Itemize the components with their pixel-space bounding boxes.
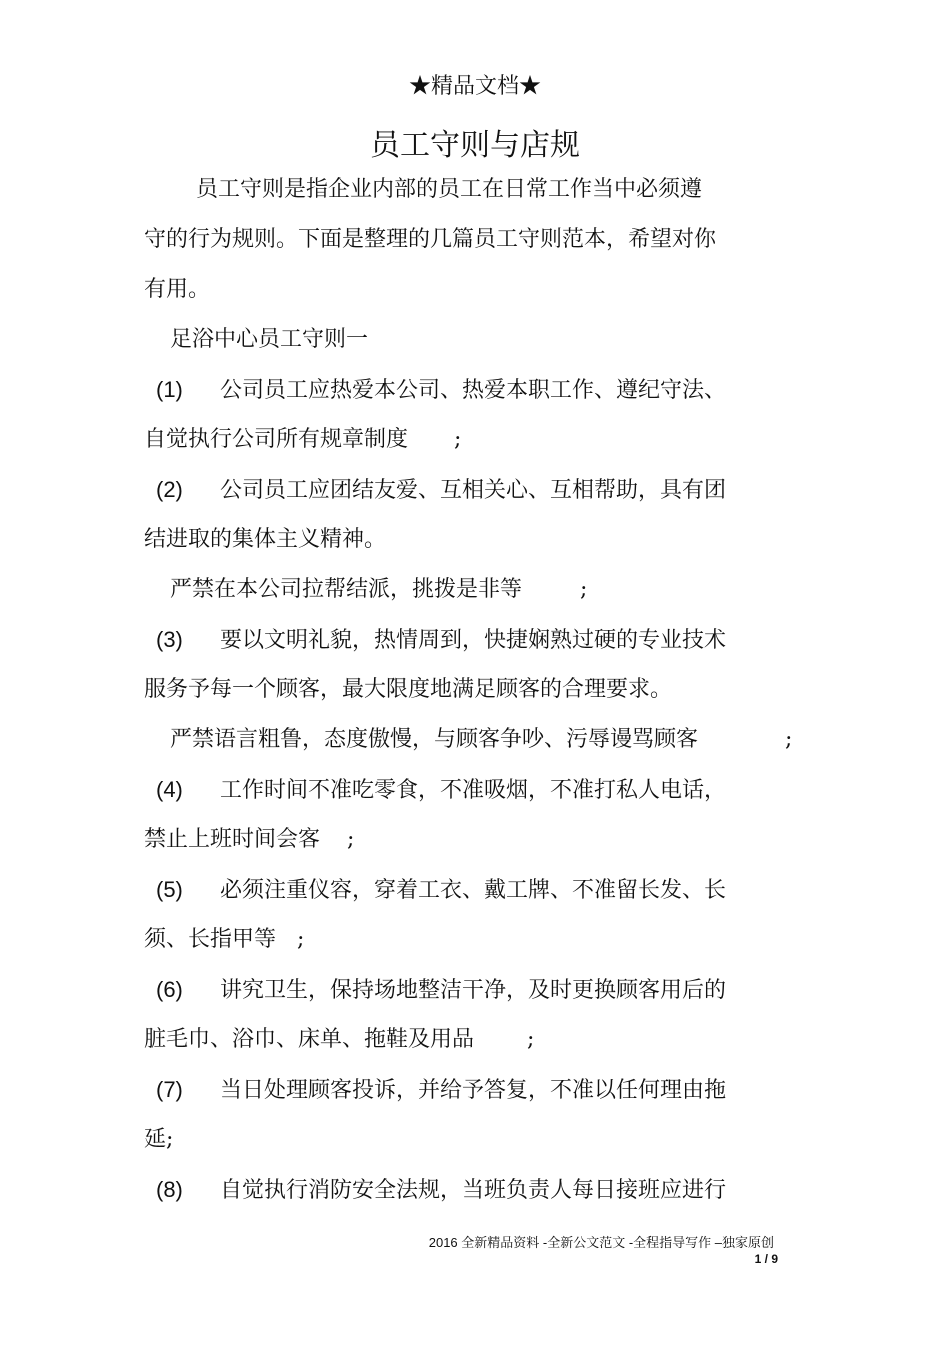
rule-text: 禁止上班时间会客 (144, 827, 321, 852)
rule-text: 公司员工应热爱本公司、热爱本职工作、遵纪守法、 (220, 378, 727, 403)
rule-number: (1) (156, 377, 183, 402)
rule-text: 自觉执行公司所有规章制度 (144, 427, 409, 452)
intro-line-3: 有用。 (144, 277, 211, 302)
rule-semicolon: ; (454, 427, 462, 452)
rule-item-7 (156, 1075, 726, 1106)
rule-item-8 (156, 1175, 726, 1206)
rule-number: (4) (156, 777, 183, 802)
rule-item-1 (156, 375, 726, 406)
rule-item-4 (156, 775, 726, 806)
rule-item-6-continued (144, 1025, 564, 1055)
rule-text: 严禁在本公司拉帮结派，挑拨是非等 (170, 577, 523, 602)
rule-text: 当日处理顾客投诉，并给予答复，不准以任何理由拖 (220, 1078, 727, 1103)
rule-semicolon: ; (785, 727, 793, 752)
rule-text: 自觉执行消防安全法规，当班负责人每日接班应进行 (220, 1178, 727, 1203)
rule-item-1-continued (144, 425, 484, 455)
rule-number: (2) (156, 477, 183, 502)
rule-item-2-continued: 结进取的集体主义精神。 (144, 527, 387, 552)
document-title: 员工守则与店规 (370, 128, 580, 163)
rule-number: (5) (156, 877, 183, 902)
rule-semicolon: ; (297, 927, 305, 952)
rule-item-4-continued (144, 825, 384, 855)
rule-text: 要以文明礼貌，热情周到，快捷娴熟过硬的专业技术 (220, 628, 727, 653)
rule-item-5 (156, 875, 726, 906)
rule-item-7-continued: 延; (144, 1127, 174, 1152)
rule-item-6 (156, 975, 726, 1006)
rule-text: 必须注重仪容，穿着工衣、戴工牌、不准留长发、长 (220, 878, 727, 903)
intro-line-1: 员工守则是指企业内部的员工在日常工作当中必须遵 (196, 177, 703, 202)
rule-item-3-continued: 服务予每一个顾客，最大限度地满足顾客的合理要求。 (144, 677, 673, 702)
rule-text: 严禁语言粗鲁，态度傲慢，与顾客争吵、污辱谩骂顾客 (170, 727, 699, 752)
rule-item-3 (156, 625, 726, 656)
rule-semicolon: ; (347, 827, 355, 852)
page-number: 1 / 9 (754, 1252, 778, 1266)
rule-note-1 (170, 575, 610, 605)
rule-item-2 (156, 475, 726, 506)
rule-text: 讲究卫生，保持场地整洁干净，及时更换顾客用后的 (220, 978, 727, 1003)
rule-item-5-continued (144, 925, 344, 955)
rule-number: (8) (156, 1177, 183, 1202)
rule-number: (6) (156, 977, 183, 1002)
rule-number: (7) (156, 1077, 183, 1102)
rule-note-2 (170, 725, 800, 755)
section-title: 足浴中心员工守则一 (170, 327, 369, 352)
rule-text: 脏毛巾、浴巾、床单、拖鞋及用品 (144, 1027, 475, 1052)
page-footer: 2016 全新精品资料 -全新公文范文 -全程指导写作 –独家原创 (428, 1235, 774, 1250)
rule-number: (3) (156, 627, 183, 652)
rule-semicolon: ; (580, 577, 588, 602)
rule-text: 公司员工应团结友爱、互相关心、互相帮助，具有团 (220, 478, 727, 503)
page-header: ★精品文档★ (408, 74, 541, 99)
intro-line-2: 守的行为规则。下面是整理的几篇员工守则范本，希望对你 (144, 227, 717, 252)
rule-text: 工作时间不准吃零食，不准吸烟，不准打私人电话， (220, 778, 727, 803)
rule-semicolon: ; (527, 1027, 535, 1052)
rule-text: 须、长指甲等 (144, 927, 277, 952)
